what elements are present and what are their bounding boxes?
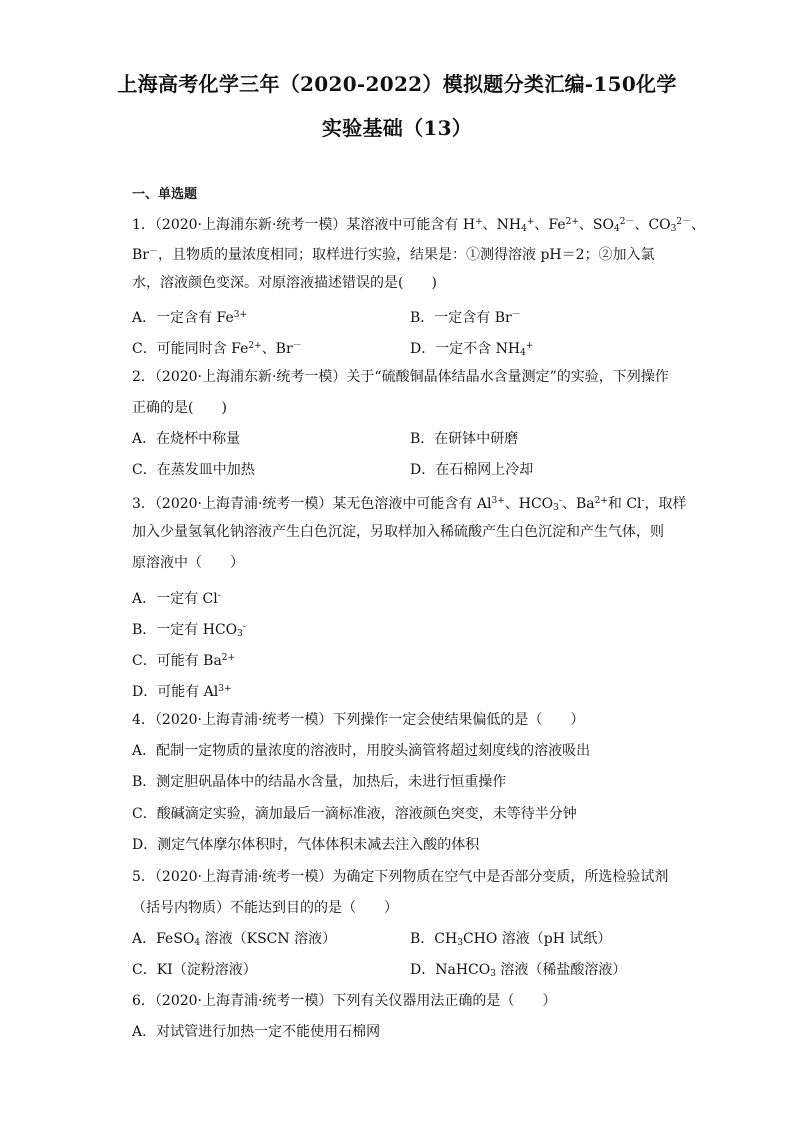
q1-stem-line3: 水，溶液颜色变深。对原溶液描述错误的是( ) — [132, 275, 437, 291]
q2-option-d: D．在石棉网上冷却 — [410, 462, 534, 478]
q3-option-c: C．可能有 $Ba^{2+}$ — [132, 653, 236, 669]
q5-stem-line1: 5．（2020·上海青浦·统考一模）为确定下列物质在空气中是否部分变质，所选检验试剂 — [132, 869, 669, 885]
section-heading: 一、单选题 — [132, 187, 198, 202]
q2-stem-line2: 正确的是( ) — [132, 400, 227, 416]
q1-option-a: A．一定含有 $Fe^{3+}$ — [132, 310, 248, 326]
q1-option-d: D．一定不含 $NH_4^+$ — [410, 341, 534, 358]
q4-option-b: B．测定胆矾晶体中的结晶水含量，加热后，未进行恒重操作 — [132, 774, 507, 790]
q5-option-b: B．$CH_3CHO$ 溶液（pH 试纸） — [410, 931, 612, 948]
document-title-line1: 上海高考化学三年（2020-2022）模拟题分类汇编-150化学 — [117, 72, 677, 96]
q3-stem-line1: 3．（2020·上海青浦·统考一模）某无色溶液中可能含有 $Al^{3+}$、$HCO_3^-$、$Ba^{2+}$和 Cl-，取样 — [132, 496, 687, 513]
q4-option-a: A．配制一定物质的量浓度的溶液时，用胶头滴管将超过刻度线的溶液吸出 — [132, 743, 591, 759]
q3-option-d: D．可能有 $Al^{3+}$ — [132, 684, 232, 700]
q3-option-a: A．一定有 Cl- — [132, 591, 221, 607]
document-title-line2: 实验基础（13） — [321, 116, 473, 140]
q5-option-c: C．KI（淀粉溶液） — [132, 962, 257, 978]
q1-stem-line2: Br－，且物质的量浓度相同；取样进行实验，结果是：①测得溶液 pH＝2；②加入氯 — [132, 247, 655, 263]
q1-option-b: B．一定含有 Br－ — [410, 310, 521, 326]
q5-option-a: A．FeSO$_4$ 溶液（KSCN 溶液） — [132, 931, 337, 948]
q5-stem-line2: （括号内物质）不能达到目的的是（ ） — [132, 900, 398, 916]
q6-option-a: A．对试管进行加热一定不能使用石棉网 — [132, 1024, 381, 1040]
q3-stem-line2: 加入少量氢氧化钠溶液产生白色沉淀，另取样加入稀硫酸产生白色沉淀和产生气体，则 — [132, 524, 664, 540]
q2-option-a: A．在烧杯中称量 — [132, 431, 241, 447]
q4-option-d: D．测定气体摩尔体积时，气体体积未减去注入酸的体积 — [132, 837, 480, 853]
q4-option-c: C．酸碱滴定实验，滴加最后一滴标准液，溶液颜色突变，未等待半分钟 — [132, 806, 577, 822]
q3-option-b: B．一定有 $HCO_3^-$ — [132, 622, 246, 639]
q5-option-d: D．NaHCO$_3$ 溶液（稀盐酸溶液） — [410, 962, 627, 979]
q2-option-b: B．在研钵中研磨 — [410, 431, 519, 447]
q2-stem-line1: 2．（2020·上海浦东新·统考一模）关于“硫酸铜晶体结晶水含量测定”的实验，下列操作 — [132, 369, 669, 385]
q6-stem: 6．（2020·上海青浦·统考一模）下列有关仪器用法正确的是（ ） — [132, 993, 557, 1009]
q3-stem-line3: 原溶液中（ ） — [132, 555, 244, 571]
q4-stem: 4．（2020·上海青浦·统考一模）下列操作一定会使结果偏低的是（ ） — [132, 712, 585, 728]
q1-option-c: C．可能同时含 $Fe^{2+}$、Br－ — [132, 341, 302, 357]
q1-stem-line1: 1．（2020·上海浦东新·统考一模）某溶液中可能含有 H+、$NH_4^+$、$Fe^{2+}$、$SO_4^{2-}$、$CO_3^{2-}$、 — [132, 217, 706, 234]
q2-option-c: C．在蒸发皿中加热 — [132, 462, 255, 478]
